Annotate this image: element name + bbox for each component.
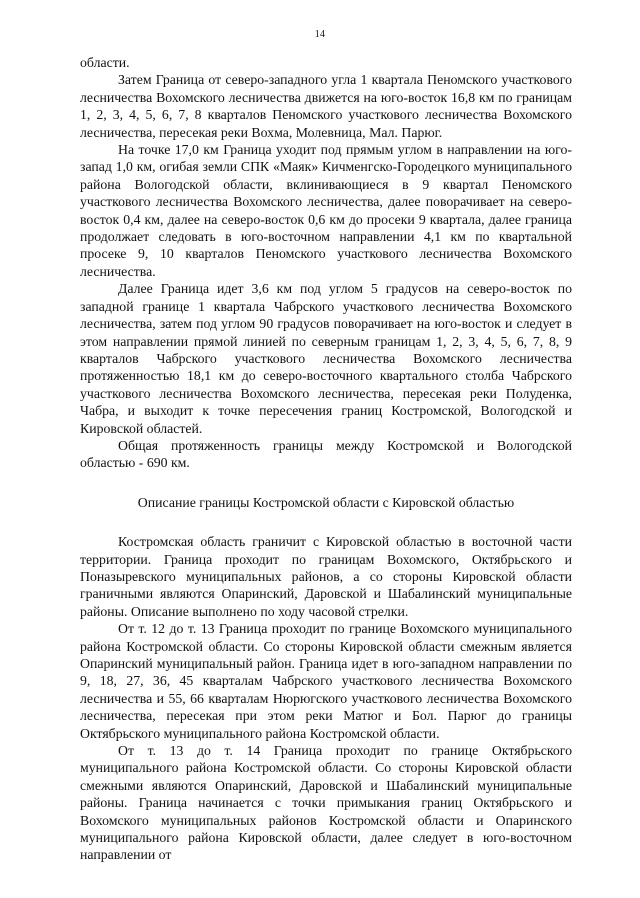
page-number: 14 <box>314 29 326 40</box>
document-body <box>80 54 572 864</box>
paragraph-chabrsky-route: Далее Граница идет 3,6 км под углом 5 градусов на северо-восток по западной границе 1 квартала Чабрского участкового лесничества Вохомского лесничества, затем под углом 90 градусов поворачивает на юго-восток и следует в этом направлении прямой линией по северным границам 1, 2, 3, 4, 5, 6, 7, 8, 9 кварталов Чабрского участкового лесничества Вохомского лесничества протяженностью 18,1 км до северо-восточного квартального столба Чабрского участкового лесничества Вохомского лесничества, пересекая реки Полуденка, Чабра, и выходит к точке пересечения границ Костромской, Вологодской и Кировской областей. <box>80 281 572 436</box>
paragraph-kirov-overview: Костромская область граничит с Кировской областью в восточной части территории. Граница проходит по границам Вохомского, Октябрьского и Поназыревского муниципальных районов, а со стороны Кировской области граничными являются Опаринский, Даровской и Шабалинский муниципальные районы. Описание выполнено по ходу часовой стрелки. <box>80 534 572 619</box>
paragraph-continuation: области. <box>80 55 130 70</box>
paragraph-total-length: Общая протяженность границы между Костромской и Вологодской областью - 690 км. <box>80 437 572 471</box>
paragraph-segment-12-13: От т. 12 до т. 13 Граница проходит по границе Вохомского муниципального района Костромской области. Со стороны Кировской области смежным является Опаринский муниципальный район. Граница идет в юго-западном направлении по 9, 18, 27, 36, 45 кварталам Чабрского участкового лесничества Вохомского лесничества и 55, 66 кварталам Нюрюгского участкового лесничества Вохомского лесничества, пересекая при этом реки Матюг и Бол. Парюг до границы Октябрьского муниципального района Костромской области. <box>80 621 572 741</box>
paragraph-turn-at-17km: На точке 17,0 км Граница уходит под прямым углом в направлении на юго-запад 1,0 км, огибая земли СПК «Маяк» Кичменгско-Городецкого муниципального района Вологодской области, вклинивающиеся в 9 квартал Пеномского участкового лесничества Вохомского лесничества, далее поворачивает на северо-восток 0,4 км, далее на северо-восток 0,6 км до просеки 9 квартала, далее граница продолжает следовать в юго-восточном направлении 4,1 км по квартальной просеке 9, 10 кварталов Пеномского участкового лесничества Вохомского лесничества. <box>80 142 572 279</box>
section-heading: Описание границы Костромской области с Кировской областью <box>137 494 515 510</box>
paragraph-segment-13-14: От т. 13 до т. 14 Граница проходит по границе Октябрьского муниципального района Костромской области. Со стороны Кировской области смежными являются Опаринский, Даровской и Шабалинский муниципальные районы. Граница начинается с точки примыкания границ Октябрьского и Вохомского муниципальных районов Костромской области и Опаринского муниципального района Кировской области, далее следует в юго-восточном направлении от <box>80 743 572 863</box>
paragraph-penomsky-route: Затем Граница от северо-западного угла 1 квартала Пеномского участкового лесничества Вохомского лесничества движется на юго-восток 16,8 км по границам 1, 2, 3, 4, 5, 6, 7, 8 кварталов Пеномского участкового лесничества Вохомского лесничества, пересекая реки Вохма, Молевница, Мал. Парюг. <box>80 72 572 140</box>
